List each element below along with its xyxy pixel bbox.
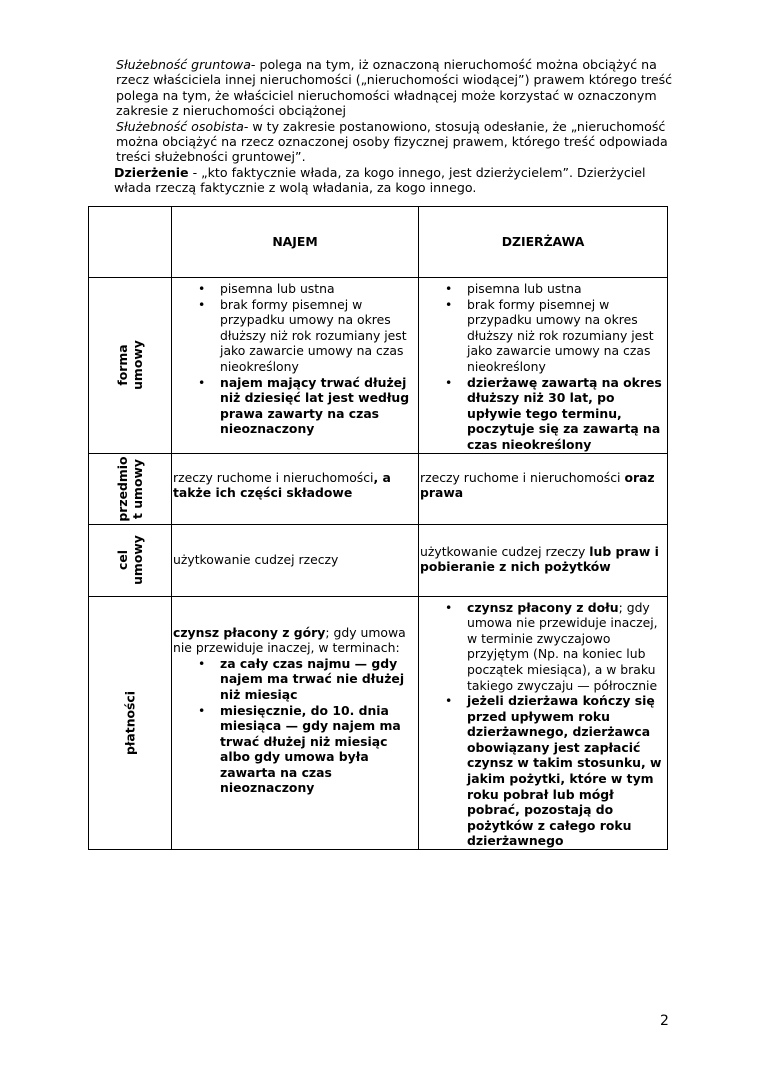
term: Służebność osobista [116, 118, 244, 134]
definition-sluzebnosc-osobista [116, 119, 676, 165]
label-line: płatności [122, 690, 138, 755]
row-label-cell [89, 596, 172, 850]
list-item [419, 693, 667, 849]
list-item: • brak formy pisemnej w przypadku umowy na okres dłuższy niż rok rozumiany jest jako zawarcie umowy na czas nieokreślony [172, 297, 416, 375]
definition-text: - polega na tym, iż oznaczoną nieruchomość można obciążyć na rzecz właściciela innej nieruchomości („nieruchomości wiodącej”) prawem którego treść polega na tym, że właściciel nieruchomości władnącej może korzystać w oznaczonym zakresie z nieruchomości obciążonej [116, 57, 673, 119]
dzierzawa-forma-cell [419, 278, 668, 454]
list-item: • brak formy pisemnej w przypadku umowy na okres dłuższy niż rok rozumiany jest jako zawarcie umowy na czas nieokreślony [419, 297, 665, 375]
list-item [172, 375, 416, 437]
label-line: umowy [130, 340, 145, 391]
table-row-platnosci [89, 596, 668, 850]
definition-text: - „kto faktycznie włada, za kogo innego, jest dzierżycielem”. Dzierżyciel włada rzeczą faktycznie z wolą władania, za kogo innego. [114, 164, 646, 196]
row-label-forma [115, 340, 145, 390]
cell-text: użytkowanie cudzej rzeczy [420, 543, 590, 559]
bold-text: czynsz płacony z dołu [467, 599, 619, 615]
najem-platnosci-cell [172, 596, 419, 850]
dzierzawa-platnosci-cell [419, 596, 668, 850]
cell-text: rzeczy ruchome i nieruchomości [420, 469, 625, 485]
bold-text: dzierżawę zawartą na okres dłuższy niż 30 lat, po upływie tego terminu, poczytuje się za zawartą na czas nieokreślony [467, 374, 662, 452]
term: Służebność gruntowa [116, 57, 251, 72]
najem-przedmiot-cell [172, 453, 419, 524]
list-item: • pisemna lub ustna [172, 281, 416, 297]
bold-text: oraz prawa [420, 469, 655, 501]
header-najem: NAJEM [172, 207, 419, 278]
row-label-cel [115, 535, 145, 585]
comparison-table [88, 206, 668, 850]
definition-text: - w ty zakresie postanowiono, stosują odesłanie, że „nieruchomość można obciążyć na rzecz oznaczonej osoby fizycznej prawem, którego treść odpowiada treści służebności gruntowej”. [116, 118, 668, 165]
list-item [419, 600, 667, 694]
list-item [419, 375, 665, 453]
label-line: umowy [130, 535, 145, 585]
cell-text: rzeczy ruchome i nieruchomości [173, 469, 374, 485]
bold-text: , a także ich części składowe [173, 469, 391, 501]
row-label-cell [89, 453, 172, 524]
najem-cel-cell [172, 524, 419, 596]
label-line: cel [115, 550, 130, 571]
bold-text: miesięcznie, do 10. dnia miesiąca — gdy najem ma trwać dłużej niż miesiąc albo gdy umowa była zawarta na czas nieoznaczony [220, 702, 401, 796]
bold-text: jeżeli dzierżawa kończy się przed upływem roku dzierżawnego, dzierżawca obowiązany jest zapłacić czynsz w takim stosunku, w jakim pożytki, które w tym roku pobrał lub mógł pobrać, pozostają do pożytków z całego roku dzierżawnego [467, 693, 662, 849]
label-line: forma [115, 344, 130, 386]
intro-definitions [116, 57, 676, 196]
bold-text: za cały czas najmu — gdy najem ma trwać nie dłużej niż miesiąc [220, 655, 405, 702]
table-row-przedmiot [89, 453, 668, 524]
header-dzierzawa: DZIERŻAWA [419, 207, 668, 278]
label-line: przedmio [115, 455, 130, 522]
row-label-cell [89, 524, 172, 596]
najem-lead [173, 625, 418, 656]
cell-text: ; gdy umowa nie przewiduje inaczej, w terminie zwyczajowo przyjętym (Np. na koniec lub początek miesiąca), a w braku takiego zwyczaju — półrocznie [467, 599, 658, 693]
label-line: t umowy [130, 458, 145, 519]
definition-sluzebnosc-gruntowa [116, 57, 676, 119]
page-number: 2 [660, 1013, 669, 1029]
header-empty-cell [89, 207, 172, 278]
term: Dzierżenie [114, 164, 189, 180]
row-label-cell [89, 278, 172, 454]
list-item [173, 656, 418, 703]
list-item: • pisemna lub ustna [419, 281, 665, 297]
bold-text: najem mający trwać dłużej niż dziesięć lat jest według prawa zawarty na czas nieoznaczony [220, 374, 410, 437]
table-row-forma [89, 278, 668, 454]
bold-text: lub praw i pobieranie z nich pożytków [420, 543, 659, 575]
cell-text: użytkowanie cudzej rzeczy [173, 551, 339, 567]
list-item [173, 703, 418, 797]
bold-text: czynsz płacony z góry [173, 624, 326, 640]
row-label-przedmiot [115, 456, 145, 521]
cell-text: ; gdy umowa nie przewiduje inaczej, w terminach: [173, 624, 406, 656]
table-row-cel [89, 524, 668, 596]
dzierzawa-przedmiot-cell [419, 453, 668, 524]
row-label-platnosci [123, 691, 138, 755]
dzierzawa-cel-cell [419, 524, 668, 596]
definition-dzierzenie [114, 165, 676, 196]
najem-forma-cell [172, 278, 419, 454]
table-header-row [89, 207, 668, 278]
